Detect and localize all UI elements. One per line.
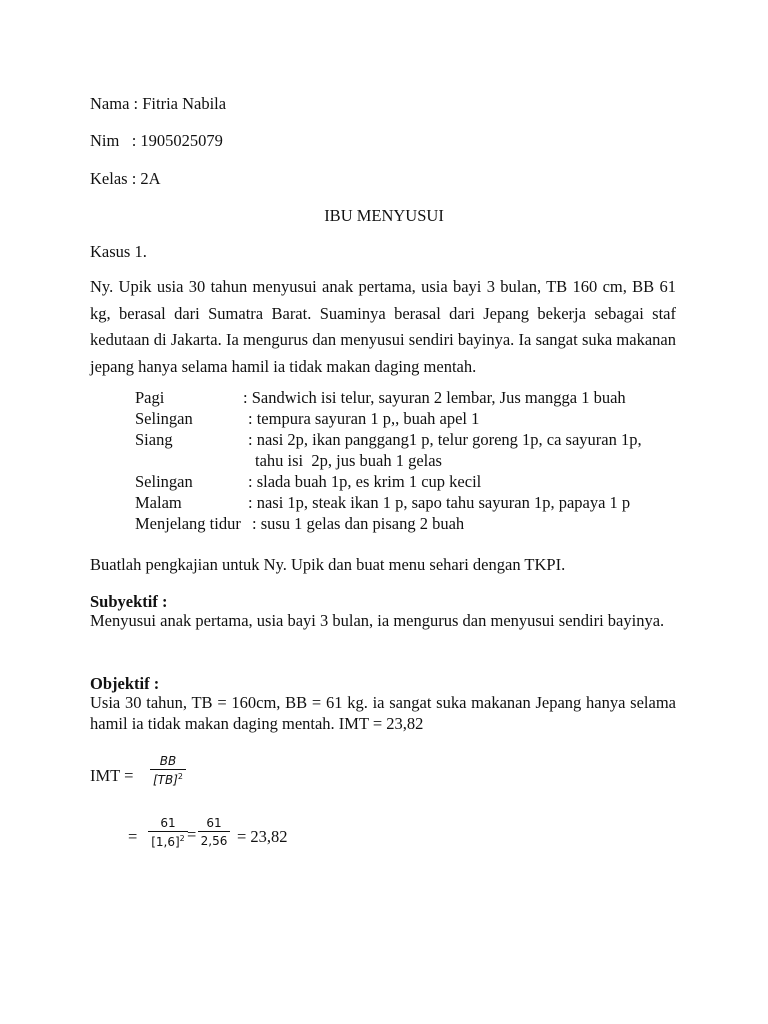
subjective-text: Menyusui anak pertama, usia bayi 3 bulan, ia mengurus dan menyusui sendiri bayinya. <box>90 611 665 630</box>
menu-item-pagi <box>135 388 243 408</box>
subjective-heading: Subyektif : <box>90 592 168 611</box>
menu-label: Selingan <box>135 472 193 491</box>
numerator: 61 <box>148 816 188 832</box>
fraction-61-tb <box>148 816 188 849</box>
menu-label: Menjelang tidur <box>135 514 241 533</box>
student-nim: Nim : 1905025079 <box>90 131 223 150</box>
objective-heading: Objektif : <box>90 674 160 693</box>
denominator: 2,56 <box>200 834 228 848</box>
document-title: IBU MENYUSUI <box>324 206 444 225</box>
menu-text: : tempura sayuran 1 p,, buah apel 1 <box>248 409 480 428</box>
imt-label: IMT = <box>90 766 134 785</box>
menu-item-selingan-2 <box>135 472 243 492</box>
menu-item-siang <box>135 430 243 450</box>
fraction-bb-tb <box>150 754 186 787</box>
numerator: BB <box>150 754 186 770</box>
denominator-text: [TB] <box>152 773 178 787</box>
case-label: Kasus 1. <box>90 242 147 261</box>
menu-label: Selingan <box>135 409 193 428</box>
exponent: 2 <box>179 834 185 843</box>
case-description: Ny. Upik usia 30 tahun menyusui anak pertama, usia bayi 3 bulan, TB 160 cm, BB 61 kg, berasal dari Sumatra Barat. Suaminya berasal dari Jepang bekerja sebagai staf kedutaan di Jakarta. Ia mengurus dan menyusui sendiri bayinya. Ia sangat suka makanan jepang hanya selama hamil ia tidak makan daging mentah. <box>90 277 676 376</box>
fraction-61-256 <box>198 816 230 848</box>
objective-text: Usia 30 tahun, TB = 160cm, BB = 61 kg. ia sangat suka makanan Jepang hanya selama hamil ia tidak makan daging mentah. IMT = 23,82 <box>90 693 676 733</box>
menu-label: Pagi <box>135 388 165 407</box>
menu-item-selingan-1 <box>135 409 243 429</box>
menu-label: Malam <box>135 493 182 512</box>
menu-text: : Sandwich isi telur, sayuran 2 lembar, Jus mangga 1 buah <box>243 388 626 407</box>
assignment-instruction: Buatlah pengkajian untuk Ny. Upik dan buat menu sehari dengan TKPI. <box>90 555 566 574</box>
student-class: Kelas : 2A <box>90 169 161 188</box>
denominator-text: [1,6] <box>151 835 180 849</box>
menu-text-continued: tahu isi 2p, jus buah 1 gelas <box>255 451 442 470</box>
numerator: 61 <box>198 816 230 832</box>
student-name: Nama : Fitria Nabila <box>90 94 227 113</box>
equals-sign: = <box>187 825 197 844</box>
exponent: 2 <box>177 772 184 781</box>
menu-item-menjelang-tidur <box>135 514 243 534</box>
denominator <box>150 770 186 787</box>
imt-result: = 23,82 <box>237 827 288 846</box>
menu-text: : slada buah 1p, es krim 1 cup kecil <box>248 472 482 491</box>
equals-sign: = <box>128 827 138 846</box>
menu-item-malam <box>135 493 243 513</box>
menu-text: : susu 1 gelas dan pisang 2 buah <box>252 514 465 533</box>
denominator <box>148 832 188 849</box>
menu-label: Siang <box>135 430 173 449</box>
menu-text: : nasi 1p, steak ikan 1 p, sapo tahu sayuran 1p, papaya 1 p <box>248 493 631 512</box>
menu-text: : nasi 2p, ikan panggang1 p, telur goreng 1p, ca sayuran 1p, <box>248 430 642 449</box>
